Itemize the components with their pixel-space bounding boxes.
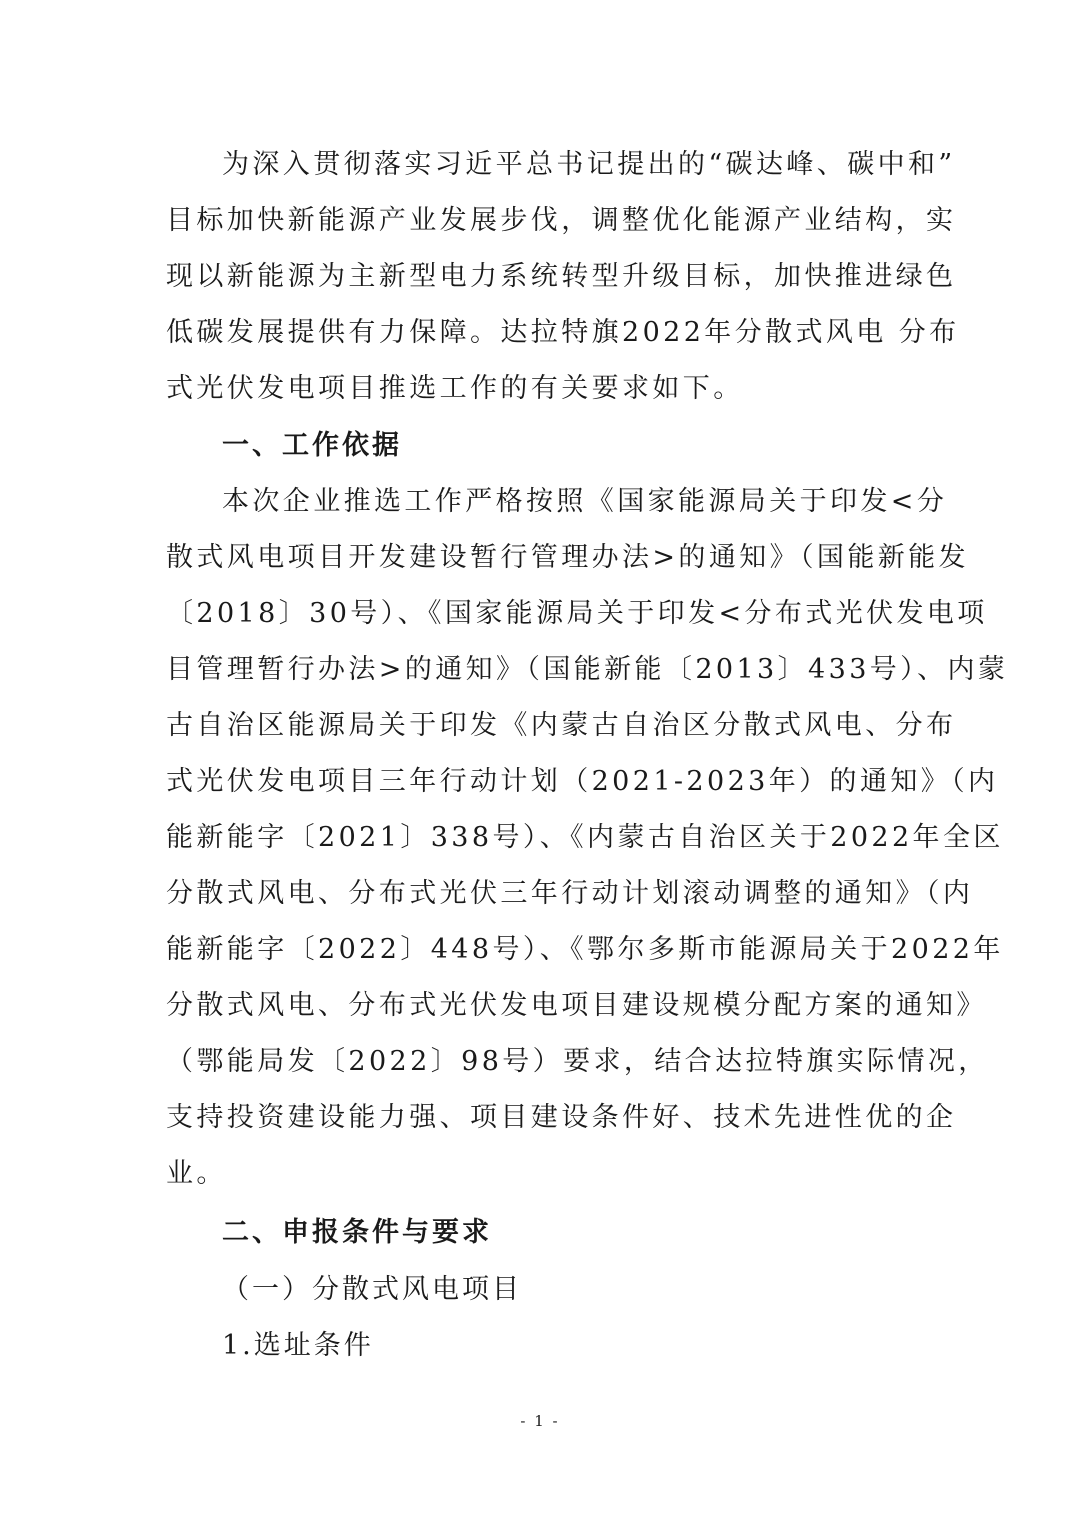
basis-line-9: 能新能字〔2022〕448号）、《鄂尔多斯市能源局关于2022年 <box>166 934 1004 965</box>
page-number: - 1 - <box>520 1412 560 1430</box>
basis-line-2: 散式风电项目开发建设暂行管理办法>的通知》（国能新能发 <box>166 542 969 573</box>
intro-line-2: 目标加快新能源产业发展步伐，调整优化能源产业结构，实 <box>166 205 957 236</box>
subsection-1-heading: （一）分散式风电项目 <box>222 1274 522 1305</box>
basis-line-5: 古自治区能源局关于印发《内蒙古自治区分散式风电、分布 <box>166 710 957 741</box>
basis-line-1: 本次企业推选工作严格按照《国家能源局关于印发<分 <box>222 486 948 517</box>
intro-line-3: 现以新能源为主新型电力系统转型升级目标，加快推进绿色 <box>166 261 957 292</box>
basis-line-12: 支持投资建设能力强、项目建设条件好、技术先进性优的企 <box>166 1102 957 1133</box>
section-1-heading: 一、工作依据 <box>222 430 402 461</box>
intro-line-1: 为深入贯彻落实习近平总书记提出的“碳达峰、碳中和” <box>222 149 956 180</box>
basis-line-4: 目管理暂行办法>的通知》（国能新能〔2013〕433号）、内蒙 <box>166 654 1009 685</box>
basis-line-3: 〔2018〕30号）、《国家能源局关于印发<分布式光伏发电项 <box>166 598 988 629</box>
intro-line-5: 式光伏发电项目推选工作的有关要求如下。 <box>166 373 744 404</box>
basis-line-7: 能新能字〔2021〕338号）、《内蒙古自治区关于2022年全区 <box>166 822 1004 853</box>
section-2-heading: 二、申报条件与要求 <box>222 1217 492 1248</box>
basis-line-11: （鄂能局发〔2022〕98号）要求，结合达拉特旗实际情况， <box>166 1046 989 1077</box>
item-1-heading: 1.选址条件 <box>222 1330 374 1361</box>
intro-line-4: 低碳发展提供有力保障。达拉特旗2022年分散式风电 分布 <box>166 317 960 348</box>
basis-line-8: 分散式风电、分布式光伏三年行动计划滚动调整的通知》（内 <box>166 878 974 909</box>
basis-line-6: 式光伏发电项目三年行动计划（2021-2023年）的通知》（内 <box>166 766 999 797</box>
basis-line-10: 分散式风电、分布式光伏发电项目建设规模分配方案的通知》 <box>166 990 987 1021</box>
basis-line-13: 业。 <box>166 1158 227 1189</box>
